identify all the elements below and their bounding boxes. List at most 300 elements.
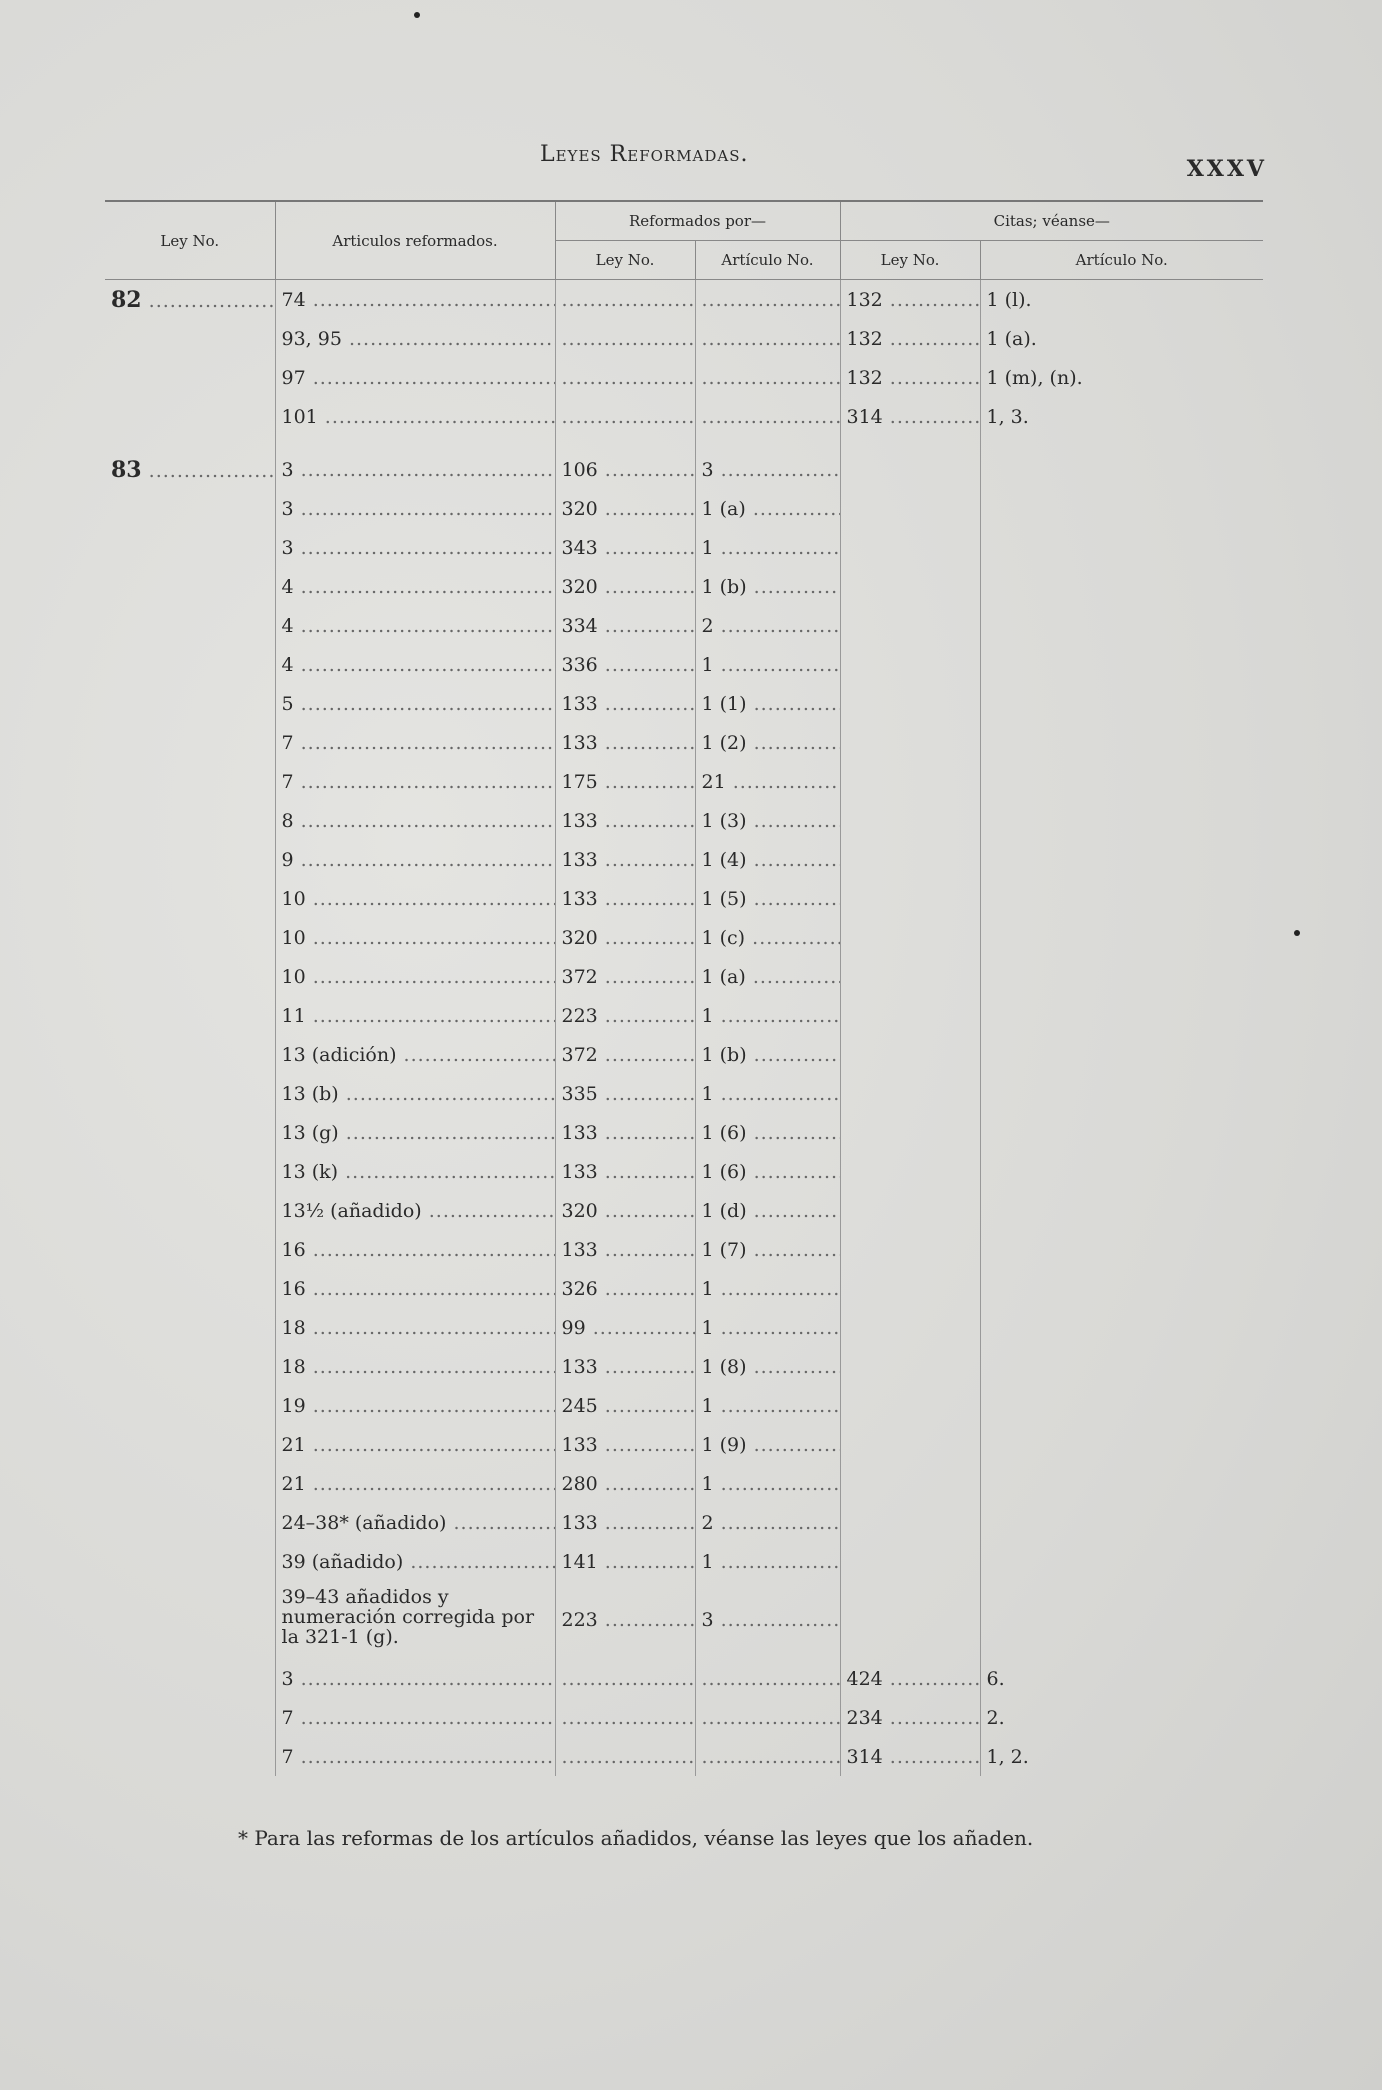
cell-articulo-text: 13½ (añadido) xyxy=(281,1199,422,1222)
table-row xyxy=(105,684,1263,723)
cell-ref-ley-no xyxy=(555,1191,695,1230)
cell-ley-no xyxy=(105,801,275,840)
table-row xyxy=(105,1659,1263,1698)
cell-ref-articulo-no xyxy=(695,528,840,567)
cell-ref-ley-no xyxy=(555,840,695,879)
cell-articulo xyxy=(275,319,555,358)
table-row xyxy=(105,1347,1263,1386)
table-row xyxy=(105,397,1263,436)
cell-ref-ley-no-text: 320 xyxy=(561,926,598,949)
table-row xyxy=(105,1464,1263,1503)
cell-ley-no xyxy=(105,1269,275,1308)
cell-ref-articulo-no-text: 1 (1) xyxy=(701,692,747,715)
cell-ref-articulo-no-text: 1 (4) xyxy=(701,848,747,871)
cell-cita-ley-no xyxy=(840,1269,980,1308)
table-row xyxy=(105,957,1263,996)
cell-ref-articulo-no-text: 21 xyxy=(701,770,726,793)
cell-ley-no xyxy=(105,918,275,957)
cell-articulo xyxy=(275,436,555,489)
cell-ref-ley-no xyxy=(555,1113,695,1152)
cell-ley-no xyxy=(105,1464,275,1503)
cell-ref-articulo-no xyxy=(695,1347,840,1386)
cell-articulo xyxy=(275,528,555,567)
cell-ref-ley-no xyxy=(555,996,695,1035)
footnote: * Para las reformas de los artículos añadidos, véanse las leyes que los añaden. xyxy=(238,1826,1034,1850)
cell-ref-ley-no-text: 372 xyxy=(561,1043,598,1066)
cell-cita-ley-no-text: 132 xyxy=(846,366,883,389)
cell-articulo xyxy=(275,1425,555,1464)
cell-ref-articulo-no xyxy=(695,1230,840,1269)
cell-ref-articulo-no xyxy=(695,918,840,957)
cell-ref-articulo-no-text: 1 xyxy=(701,1316,714,1339)
cell-articulo-text: 7 xyxy=(281,770,294,793)
cell-ref-ley-no-text: 320 xyxy=(561,575,598,598)
cell-ley-no xyxy=(105,397,275,436)
cell-articulo-text: 10 xyxy=(281,887,306,910)
cell-cita-articulo-no xyxy=(980,1503,1263,1542)
cell-ref-articulo-no xyxy=(695,1308,840,1347)
cell-ref-articulo-no-text: 1 (3) xyxy=(701,809,747,832)
cell-cita-ley-no-text: 314 xyxy=(846,405,883,428)
cell-ref-ley-no xyxy=(555,879,695,918)
cell-ref-articulo-no-text: 3 xyxy=(701,458,714,481)
table-row xyxy=(105,528,1263,567)
cell-ley-no xyxy=(105,1737,275,1776)
cell-ley-no xyxy=(105,1035,275,1074)
table-row xyxy=(105,801,1263,840)
cell-ref-articulo-no-text: 1 (d) xyxy=(701,1199,747,1222)
cell-cita-articulo-no xyxy=(980,1074,1263,1113)
cell-cita-ley-no xyxy=(840,1347,980,1386)
header-citas: Citas; véanse— xyxy=(840,201,1263,241)
cell-articulo-text: 13 (k) xyxy=(281,1160,339,1183)
cell-ley-no xyxy=(105,1152,275,1191)
cell-cita-ley-no xyxy=(840,319,980,358)
cell-ref-articulo-no xyxy=(695,489,840,528)
cell-ref-ley-no xyxy=(555,1659,695,1698)
cell-ley-no-text: 82 xyxy=(111,286,142,313)
cell-cita-articulo-no-text: 6. xyxy=(986,1667,1005,1690)
cell-cita-articulo-no xyxy=(980,358,1263,397)
cell-cita-articulo-no xyxy=(980,1581,1263,1659)
cell-ley-no xyxy=(105,645,275,684)
cell-articulo xyxy=(275,1581,555,1659)
cell-articulo-text: 39 (añadido) xyxy=(281,1550,404,1573)
cell-articulo-text: 21 xyxy=(281,1433,306,1456)
cell-ref-ley-no xyxy=(555,436,695,489)
cell-cita-ley-no xyxy=(840,1035,980,1074)
cell-ley-no xyxy=(105,319,275,358)
cell-ref-articulo-no xyxy=(695,1503,840,1542)
cell-cita-articulo-no xyxy=(980,606,1263,645)
cell-cita-ley-no-text: 132 xyxy=(846,288,883,311)
cell-ref-ley-no xyxy=(555,280,695,320)
cell-articulo xyxy=(275,996,555,1035)
cell-cita-ley-no xyxy=(840,1230,980,1269)
cell-ref-articulo-no-text: 1 xyxy=(701,1550,714,1573)
cell-articulo xyxy=(275,918,555,957)
cell-articulo-text: 7 xyxy=(281,1745,294,1768)
cell-ley-no xyxy=(105,489,275,528)
cell-ref-articulo-no xyxy=(695,684,840,723)
cell-cita-articulo-no xyxy=(980,1269,1263,1308)
cell-ref-ley-no xyxy=(555,918,695,957)
cell-ref-ley-no xyxy=(555,1386,695,1425)
cell-ref-ley-no xyxy=(555,1581,695,1659)
cell-ley-no xyxy=(105,684,275,723)
cell-ref-articulo-no xyxy=(695,1035,840,1074)
cell-articulo-text: 9 xyxy=(281,848,294,871)
cell-ref-ley-no-text: 175 xyxy=(561,770,598,793)
cell-articulo xyxy=(275,840,555,879)
table-row xyxy=(105,606,1263,645)
cell-articulo-text: 3 xyxy=(281,1667,294,1690)
cell-cita-articulo-no xyxy=(980,1230,1263,1269)
cell-cita-ley-no xyxy=(840,1386,980,1425)
cell-ref-articulo-no-text: 1 (7) xyxy=(701,1238,747,1261)
cell-cita-ley-no xyxy=(840,879,980,918)
cell-cita-ley-no xyxy=(840,606,980,645)
cell-ref-ley-no xyxy=(555,957,695,996)
cell-articulo-text: 19 xyxy=(281,1394,306,1417)
cell-ref-ley-no-text: 336 xyxy=(561,653,598,676)
cell-ref-ley-no-text: 133 xyxy=(561,848,598,871)
cell-cita-ley-no xyxy=(840,918,980,957)
cell-articulo-text: 4 xyxy=(281,614,294,637)
cell-cita-ley-no xyxy=(840,645,980,684)
cell-cita-articulo-no xyxy=(980,723,1263,762)
cell-ref-articulo-no-text: 3 xyxy=(701,1609,714,1631)
subheader-articulo-no: Artículo No. xyxy=(695,241,840,280)
cell-ref-articulo-no-text: 1 (b) xyxy=(701,575,747,598)
cell-articulo xyxy=(275,957,555,996)
cell-cita-articulo-no xyxy=(980,1113,1263,1152)
cell-cita-ley-no xyxy=(840,1659,980,1698)
cell-cita-ley-no xyxy=(840,489,980,528)
cell-ref-articulo-no-text: 1 (c) xyxy=(701,926,746,949)
cell-articulo xyxy=(275,723,555,762)
cell-articulo-text: 3 xyxy=(281,497,294,520)
cell-articulo-text: 5 xyxy=(281,692,294,715)
cell-ref-ley-no xyxy=(555,1308,695,1347)
cell-ref-ley-no-text: 133 xyxy=(561,1238,598,1261)
cell-cita-articulo-no xyxy=(980,280,1263,320)
cell-ref-articulo-no-text: 1 xyxy=(701,1394,714,1417)
cell-ref-ley-no xyxy=(555,489,695,528)
cell-cita-articulo-no xyxy=(980,528,1263,567)
cell-articulo-text: 16 xyxy=(281,1238,306,1261)
table-row xyxy=(105,1386,1263,1425)
cell-cita-ley-no xyxy=(840,1152,980,1191)
table-row xyxy=(105,1503,1263,1542)
cell-cita-ley-no xyxy=(840,996,980,1035)
cell-articulo xyxy=(275,1308,555,1347)
cell-ley-no xyxy=(105,1425,275,1464)
table-row xyxy=(105,1581,1263,1659)
cell-ref-ley-no xyxy=(555,723,695,762)
cell-cita-articulo-no xyxy=(980,684,1263,723)
cell-ref-articulo-no xyxy=(695,1542,840,1581)
table-row xyxy=(105,918,1263,957)
cell-ref-articulo-no xyxy=(695,280,840,320)
cell-cita-articulo-no xyxy=(980,1035,1263,1074)
cell-ref-articulo-no xyxy=(695,1386,840,1425)
cell-ley-no xyxy=(105,567,275,606)
cell-cita-articulo-no-text: 2. xyxy=(986,1706,1005,1729)
cell-ref-ley-no xyxy=(555,606,695,645)
table-row xyxy=(105,723,1263,762)
cell-ley-no xyxy=(105,1386,275,1425)
cell-ley-no xyxy=(105,436,275,489)
cell-ref-ley-no xyxy=(555,1035,695,1074)
table-row xyxy=(105,1191,1263,1230)
cell-ref-ley-no xyxy=(555,1230,695,1269)
cell-articulo xyxy=(275,801,555,840)
cell-ref-articulo-no xyxy=(695,1464,840,1503)
cell-cita-articulo-no xyxy=(980,1425,1263,1464)
cell-articulo-text: 18 xyxy=(281,1355,306,1378)
cell-ref-articulo-no xyxy=(695,1269,840,1308)
header-ley-no: Ley No. xyxy=(105,201,275,280)
cell-ref-ley-no-text: 320 xyxy=(561,497,598,520)
cell-ley-no xyxy=(105,957,275,996)
cell-cita-ley-no-text: 234 xyxy=(846,1706,883,1729)
cell-ref-ley-no-text: 133 xyxy=(561,1160,598,1183)
table-row xyxy=(105,996,1263,1035)
cell-ley-no xyxy=(105,1581,275,1659)
cell-cita-articulo-no xyxy=(980,1152,1263,1191)
cell-ref-articulo-no xyxy=(695,1191,840,1230)
cell-cita-ley-no xyxy=(840,1581,980,1659)
table-row xyxy=(105,1230,1263,1269)
table-row xyxy=(105,879,1263,918)
table-row xyxy=(105,645,1263,684)
cell-ref-ley-no xyxy=(555,762,695,801)
cell-ley-no xyxy=(105,1308,275,1347)
cell-articulo-text: 21 xyxy=(281,1472,306,1495)
cell-ref-ley-no xyxy=(555,1542,695,1581)
cell-articulo-text: 39–43 añadidos y numeración corregida por la 321-1 (g). xyxy=(281,1586,535,1648)
cell-ref-articulo-no xyxy=(695,1698,840,1737)
cell-ref-articulo-no xyxy=(695,1659,840,1698)
cell-ley-no xyxy=(105,606,275,645)
cell-cita-articulo-no xyxy=(980,1698,1263,1737)
cell-articulo-text: 3 xyxy=(281,458,294,481)
cell-ref-articulo-no xyxy=(695,1737,840,1776)
cell-ref-articulo-no xyxy=(695,319,840,358)
cell-ref-articulo-no-text: 1 xyxy=(701,1082,714,1105)
cell-articulo xyxy=(275,1113,555,1152)
cell-ref-ley-no xyxy=(555,397,695,436)
table-container xyxy=(105,200,1263,1776)
cell-ref-articulo-no xyxy=(695,645,840,684)
cell-articulo xyxy=(275,1074,555,1113)
cell-articulo xyxy=(275,1152,555,1191)
cell-articulo xyxy=(275,1230,555,1269)
cell-ref-articulo-no xyxy=(695,840,840,879)
header-articulos: Articulos reformados. xyxy=(275,201,555,280)
cell-cita-articulo-no xyxy=(980,397,1263,436)
cell-articulo xyxy=(275,1035,555,1074)
cell-cita-ley-no xyxy=(840,1074,980,1113)
cell-ley-no xyxy=(105,1113,275,1152)
cell-articulo xyxy=(275,762,555,801)
cell-ref-ley-no xyxy=(555,319,695,358)
speck xyxy=(414,12,420,18)
cell-ley-no xyxy=(105,1230,275,1269)
running-title: Leyes Reformadas. xyxy=(540,142,749,167)
cell-cita-ley-no xyxy=(840,1191,980,1230)
cell-cita-articulo-no-text: 1 (a). xyxy=(986,327,1037,350)
cell-ley-no xyxy=(105,1698,275,1737)
cell-articulo-text: 3 xyxy=(281,536,294,559)
cell-cita-articulo-no xyxy=(980,436,1263,489)
table-row xyxy=(105,1737,1263,1776)
cell-ref-articulo-no xyxy=(695,606,840,645)
cell-articulo-text: 7 xyxy=(281,731,294,754)
cell-cita-articulo-no xyxy=(980,1464,1263,1503)
cell-articulo-text: 4 xyxy=(281,575,294,598)
cell-cita-articulo-no xyxy=(980,1191,1263,1230)
cell-ref-ley-no-text: 335 xyxy=(561,1082,598,1105)
cell-cita-articulo-no xyxy=(980,1347,1263,1386)
cell-articulo xyxy=(275,1191,555,1230)
cell-ref-ley-no xyxy=(555,1698,695,1737)
cell-ref-articulo-no-text: 2 xyxy=(701,614,714,637)
cell-cita-articulo-no xyxy=(980,489,1263,528)
cell-ref-articulo-no xyxy=(695,1581,840,1659)
cell-ref-articulo-no-text: 1 xyxy=(701,536,714,559)
cell-cita-ley-no xyxy=(840,1113,980,1152)
cell-articulo-text: 93, 95 xyxy=(281,327,342,350)
cell-articulo xyxy=(275,1659,555,1698)
table-row xyxy=(105,1113,1263,1152)
cell-cita-ley-no xyxy=(840,1737,980,1776)
cell-cita-ley-no-text: 424 xyxy=(846,1667,883,1690)
cell-articulo xyxy=(275,1386,555,1425)
cell-ref-articulo-no xyxy=(695,436,840,489)
table-row xyxy=(105,319,1263,358)
cell-ref-articulo-no-text: 1 (a) xyxy=(701,497,746,520)
cell-ley-no xyxy=(105,1503,275,1542)
cell-articulo-text: 13 (b) xyxy=(281,1082,339,1105)
cell-articulo-text: 8 xyxy=(281,809,294,832)
cell-ley-no xyxy=(105,723,275,762)
cell-ref-ley-no xyxy=(555,358,695,397)
cell-articulo-text: 16 xyxy=(281,1277,306,1300)
cell-articulo-text: 7 xyxy=(281,1706,294,1729)
cell-ley-no xyxy=(105,840,275,879)
cell-ref-ley-no xyxy=(555,1347,695,1386)
cell-ref-ley-no-text: 334 xyxy=(561,614,598,637)
cell-articulo xyxy=(275,397,555,436)
cell-ref-ley-no-text: 320 xyxy=(561,1199,598,1222)
cell-articulo-text: 13 (g) xyxy=(281,1121,339,1144)
table-row xyxy=(105,840,1263,879)
table-body xyxy=(105,280,1263,1777)
cell-cita-articulo-no xyxy=(980,567,1263,606)
cell-cita-articulo-no xyxy=(980,1308,1263,1347)
cell-articulo xyxy=(275,1269,555,1308)
cell-ref-articulo-no xyxy=(695,567,840,606)
cell-ref-articulo-no xyxy=(695,801,840,840)
cell-cita-articulo-no xyxy=(980,840,1263,879)
cell-ref-ley-no xyxy=(555,1737,695,1776)
cell-cita-ley-no xyxy=(840,957,980,996)
cell-ref-articulo-no-text: 1 (b) xyxy=(701,1043,747,1066)
cell-ref-ley-no-text: 133 xyxy=(561,1121,598,1144)
cell-articulo-text: 13 (adición) xyxy=(281,1043,397,1066)
cell-ref-ley-no xyxy=(555,1503,695,1542)
cell-ref-articulo-no xyxy=(695,358,840,397)
cell-articulo xyxy=(275,684,555,723)
cell-cita-articulo-no xyxy=(980,996,1263,1035)
cell-ref-articulo-no xyxy=(695,1074,840,1113)
cell-ref-articulo-no xyxy=(695,723,840,762)
cell-articulo xyxy=(275,1464,555,1503)
cell-articulo xyxy=(275,1503,555,1542)
cell-cita-ley-no xyxy=(840,280,980,320)
cell-articulo xyxy=(275,567,555,606)
cell-ley-no-text: 83 xyxy=(111,456,142,483)
cell-ley-no xyxy=(105,528,275,567)
table-row xyxy=(105,1269,1263,1308)
cell-cita-ley-no xyxy=(840,436,980,489)
subheader-cita-articulo-no: Artículo No. xyxy=(980,241,1263,280)
cell-cita-ley-no xyxy=(840,567,980,606)
cell-cita-articulo-no xyxy=(980,1659,1263,1698)
cell-cita-ley-no xyxy=(840,1503,980,1542)
cell-ref-ley-no xyxy=(555,1464,695,1503)
cell-ref-articulo-no xyxy=(695,762,840,801)
cell-cita-ley-no xyxy=(840,801,980,840)
cell-cita-ley-no xyxy=(840,1308,980,1347)
cell-cita-ley-no xyxy=(840,762,980,801)
cell-ref-ley-no xyxy=(555,801,695,840)
cell-articulo xyxy=(275,280,555,320)
cell-cita-ley-no xyxy=(840,397,980,436)
cell-ref-ley-no-text: 141 xyxy=(561,1550,598,1573)
subheader-ley-no: Ley No. xyxy=(555,241,695,280)
cell-cita-articulo-no xyxy=(980,801,1263,840)
cell-ref-articulo-no-text: 1 xyxy=(701,1277,714,1300)
cell-articulo-text: 10 xyxy=(281,965,306,988)
cell-cita-articulo-no xyxy=(980,957,1263,996)
cell-ley-no xyxy=(105,1659,275,1698)
speck xyxy=(1294,930,1300,936)
cell-ref-articulo-no-text: 1 xyxy=(701,653,714,676)
cell-cita-articulo-no xyxy=(980,1542,1263,1581)
cell-ref-articulo-no xyxy=(695,1113,840,1152)
cell-ref-ley-no-text: 133 xyxy=(561,1511,598,1534)
cell-ley-no xyxy=(105,1542,275,1581)
cell-ref-ley-no xyxy=(555,1152,695,1191)
cell-ref-ley-no-text: 133 xyxy=(561,731,598,754)
cell-articulo xyxy=(275,606,555,645)
cell-ley-no xyxy=(105,1347,275,1386)
cell-ref-articulo-no xyxy=(695,957,840,996)
cell-ref-ley-no-text: 343 xyxy=(561,536,598,559)
cell-ref-articulo-no-text: 1 xyxy=(701,1004,714,1027)
cell-ref-ley-no xyxy=(555,567,695,606)
cell-articulo xyxy=(275,645,555,684)
cell-ref-articulo-no-text: 1 (8) xyxy=(701,1355,747,1378)
cell-ref-ley-no xyxy=(555,645,695,684)
cell-cita-articulo-no xyxy=(980,1386,1263,1425)
cell-ref-articulo-no xyxy=(695,1425,840,1464)
cell-articulo xyxy=(275,489,555,528)
cell-articulo xyxy=(275,1542,555,1581)
